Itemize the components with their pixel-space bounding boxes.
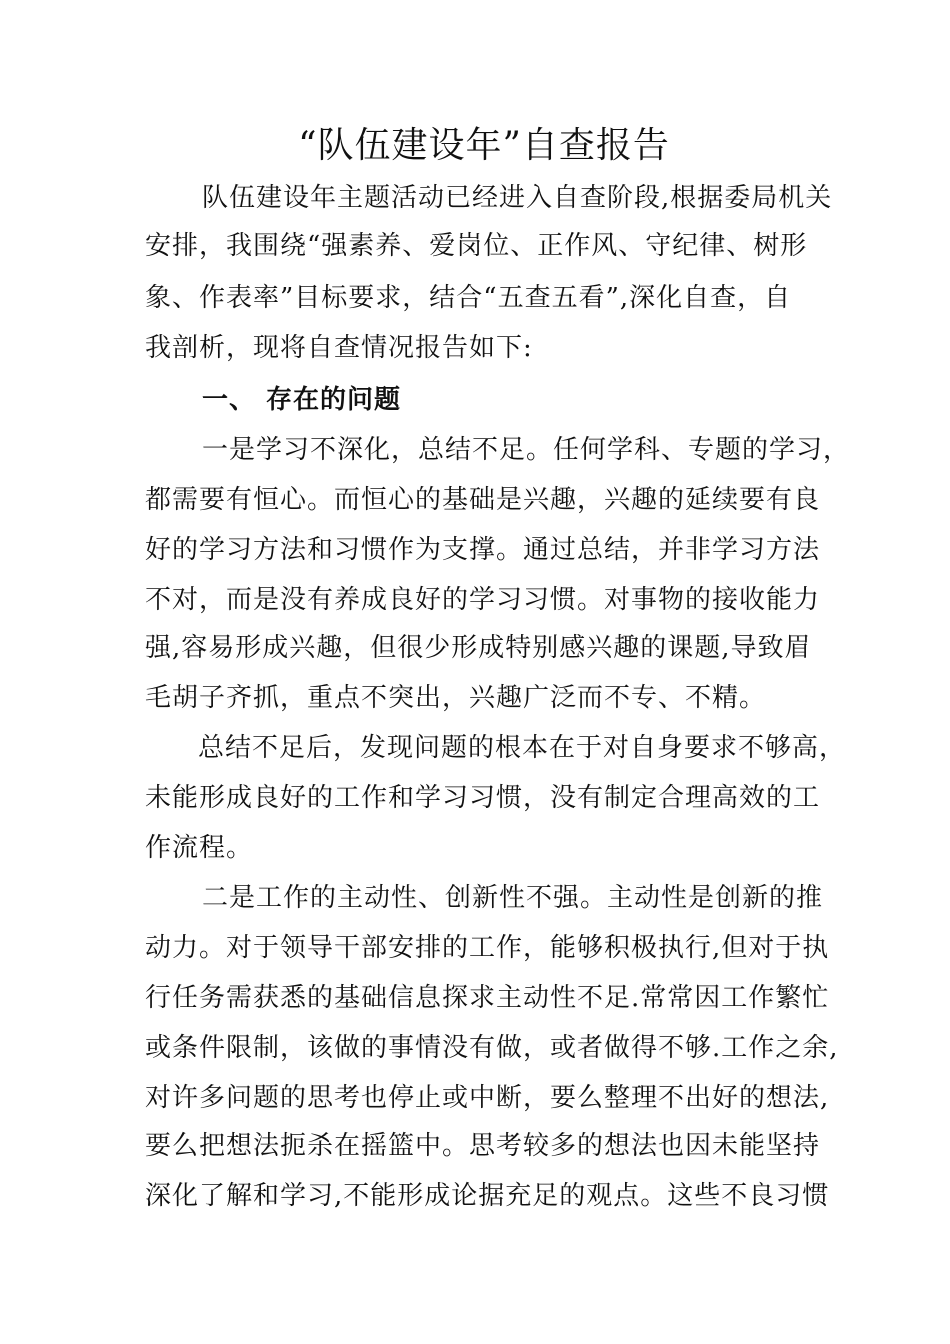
section-heading: 一、 存在的问题	[202, 385, 402, 415]
paragraph-line: 或条件限制，该做的事情没有做，或者做得不够.工作之余,	[145, 1033, 839, 1063]
paragraph-line: 未能形成良好的工作和学习习惯，没有制定合理高效的工	[145, 783, 821, 813]
paragraph-line: 队伍建设年主题活动已经进入自查阶段,根据委局机关	[202, 183, 833, 213]
paragraph-line: 好的学习方法和习惯作为支撑。通过总结，并非学习方法	[145, 535, 821, 565]
paragraph-line: 象、作表率”目标要求，结合“五查五看”,深化自查，自	[145, 283, 792, 313]
paragraph-line: 对许多问题的思考也停止或中断，要么整理不出好的想法,	[145, 1083, 830, 1113]
document-title: “队伍建设年”自查报告	[298, 125, 670, 166]
paragraph-line: 我剖析，现将自查情况报告如下:	[145, 333, 533, 363]
paragraph-line: 要么把想法扼杀在摇篮中。思考较多的想法也因未能坚持	[145, 1131, 821, 1161]
paragraph-line: 都需要有恒心。而恒心的基础是兴趣，兴趣的延续要有良	[145, 485, 821, 515]
paragraph-line: 二是工作的主动性、创新性不强。主动性是创新的推	[202, 883, 824, 913]
paragraph-line: 强,容易形成兴趣，但很少形成特别感兴趣的课题,导致眉	[145, 633, 812, 663]
paragraph-line: 一是学习不深化，总结不足。任何学科、专题的学习，	[202, 435, 851, 465]
paragraph-line: 毛胡子齐抓，重点不突出，兴趣广泛而不专、不精。	[145, 683, 767, 713]
paragraph-line: 行任务需获悉的基础信息探求主动性不足.常常因工作繁忙	[145, 983, 830, 1013]
paragraph-line: 安排，我围绕“强素养、爱岗位、正作风、守纪律、树形	[145, 231, 808, 261]
paragraph-line: 深化了解和学习,不能形成论据充足的观点。这些不良习惯	[145, 1181, 830, 1211]
paragraph-line: 动力。对于领导干部安排的工作，能够积极执行,但对于执	[145, 933, 830, 963]
paragraph-line: 作流程。	[145, 833, 254, 863]
paragraph-line: 不对，而是没有养成良好的学习习惯。对事物的接收能力	[145, 585, 821, 615]
paragraph-line: 总结不足后，发现问题的根本在于对自身要求不够高，	[198, 733, 847, 763]
